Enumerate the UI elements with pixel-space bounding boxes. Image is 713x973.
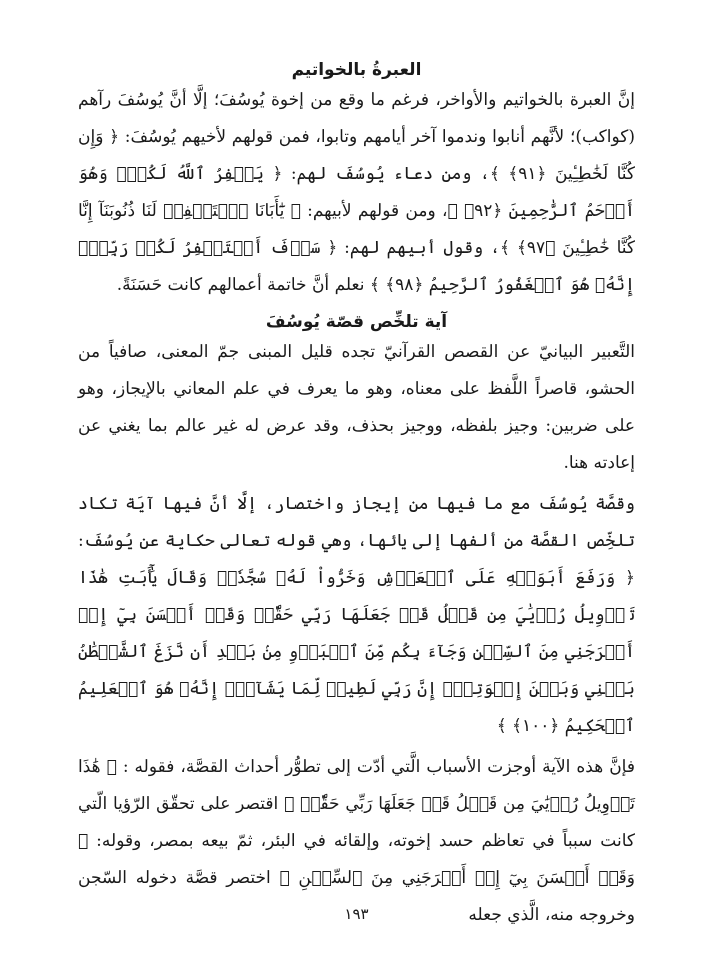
section-heading-endings: العبرةُ بالخواتيم xyxy=(291,60,422,80)
paragraph-verse-analysis: فإنَّ هذه الآية أوجزت الأسباب الَّتي أدّت إلى تطوُّر أحداث القصَّة، فقوله : ﴿ هَٰذَا تَأۡوِيلُ رُءۡيَٰيَ مِن قَبۡلُ قَدۡ جَعَلَهَا رَبِّي حَقّٗاۖ ﴾ اقتصر على تحقّق الرّؤيا الّتي كانت سبباً في تعاظم حسد إخوته، وإلقائه في البئر، ثمّ بيعه بمصر، وقوله: ﴿ وَقَدۡ أَحۡسَنَ بِيٓ إِذۡ أَخۡرَجَنِي مِنَ ٱلسِّجۡنِ ﴾ اختصر قصَّة دخوله السّجن وخروجه منه، الَّذي جعله xyxy=(78,757,635,925)
paragraph-summary-verse: وقصَّة يُوسُفَ مع ما فيها من إيجاز واختصار، إلَّا أنَّ فيها آيَة تكاد تلخِّص القصَّة من ألفها إلى يائها، وهي قوله تعالى حكاية عن يُوسُفَ: ﴿ وَرَفَعَ أَبَوَيۡهِ عَلَى ٱلۡعَرۡشِ وَخَرُّواْ لَهُۥ سُجَّدٗاۖ وَقَالَ يَٰٓأَبَتِ هَٰذَا تَأۡوِيلُ رُءۡيَٰيَ مِن قَبۡلُ قَدۡ جَعَلَهَا رَبِّي حَقّٗاۖ وَقَدۡ أَحۡسَنَ بِيٓ إِذۡ أَخۡرَجَنِي مِنَ ٱلسِّجۡنِ وَجَآءَ بِكُم مِّنَ ٱلۡبَدۡوِ مِنۢ بَعۡدِ أَن نَّزَغَ ٱلشَّيۡطَٰنُ بَيۡنِي وَبَيۡنَ إِخۡوَتِيٓۚ إِنَّ رَبِّي لَطِيفٞ لِّمَا يَشَآءُۚ إِنَّهُۥ هُوَ ٱلۡعَلِيمُ ٱلۡحَكِيمُ ﴿١٠٠﴾ ﴾ xyxy=(78,494,635,736)
section-heading-summary-verse: آية تلخِّص قصّة يُوسُفَ xyxy=(265,312,448,332)
paragraph-eloquence: التَّعبير البيانيّ عن القصص القرآنيّ تجده قليل المبنى جمّ المعنى، صافياً من الحشو، قاصراً اللَّفظ على معناه، وهو ما يعرف في علم المعاني بالإيجاز، وهو على ضربين: وجيز بلفظه، ووجيز بحذف، وقد عرض له غير عالم بما يغني عن إعادته هنا. xyxy=(78,342,635,473)
paragraph-endings: إنَّ العبرة بالخواتيم والأواخر، فرغم ما وقع من إخوة يُوسُفَ؛ إلَّا أنَّ يُوسُفَ رآهم (كواكب)؛ لأنَّهم أنابوا وندموا آخر أيامهم وتابوا، فمن قولهم لأخيهم يُوسُفَ: ﴿ وَإِن كُنَّا لَخَٰطِـِٔينَ ﴿٩١﴾ ﴾، ومن دعاء يُوسُفَ لهم: ﴿ يَغۡفِرُ ٱللَّهُ لَكُمۡۖ وَهُوَ أَرۡحَمُ ٱلرَّٰحِمِينَ ﴿٩٢﴾ ﴾، ومن قولهم لأبيهم: ﴿ يَٰٓأَبَانَا ٱسۡتَغۡفِرۡ لَنَا ذُنُوبَنَآ إِنَّا كُنَّا خَٰطِـِٔينَ ﴿٩٧﴾ ﴾، وقول أبيهم لهم: ﴿ سَوۡفَ أَسۡتَغۡفِرُ لَكُمۡ رَبِّيٓۖ إِنَّهُۥ هُوَ ٱلۡغَفُورُ ٱلرَّحِيمُ ﴿٩٨﴾ ﴾ نعلم أنَّ خاتمة أعمالهم كانت حَسَنَةً. xyxy=(78,90,636,295)
page-number: ١٩٣ xyxy=(344,905,369,923)
